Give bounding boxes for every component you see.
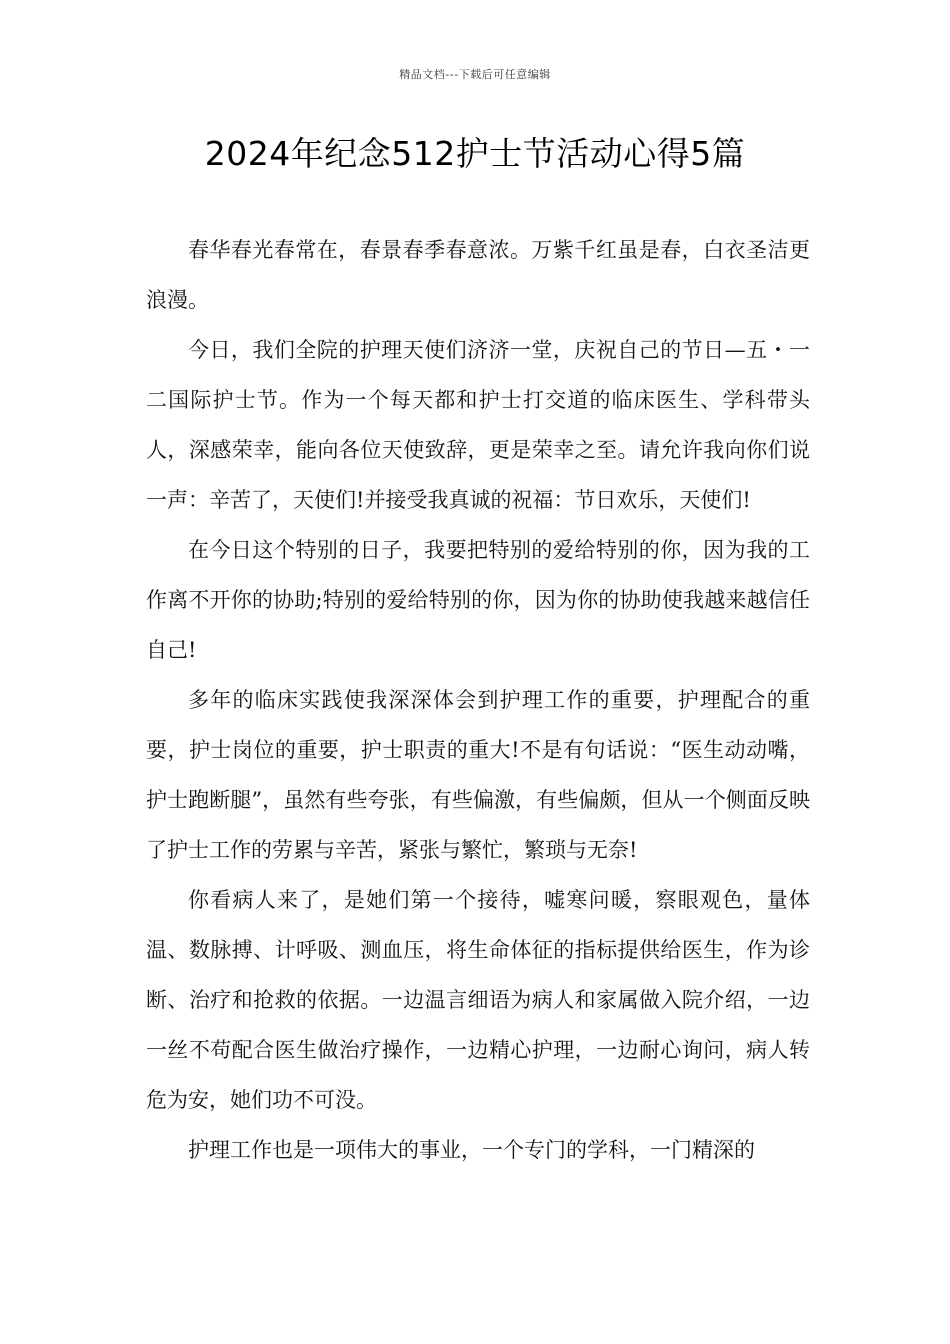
paragraph: 你看病人来了，是她们第一个接待，嘘寒问暖，察眼观色，量体温、数脉搏、计呼吸、测血压，将生命体征的指标提供给医生，作为诊断、治疗和抢救的依据。一边温言细语为病人和家属做入院介绍，一边一丝不苟配合医生做治疗操作，一边精心护理，一边耐心询问，病人转危为安，她们功不可没。 [146, 888, 810, 1112]
document-body [146, 225, 810, 1175]
paragraph: 在今日这个特别的日子，我要把特别的爱给特别的你，因为我的工作离不开你的协助;特别的爱给特别的你，因为你的协助使我越来越信任自己! [146, 538, 810, 662]
header-note: 精品文档---下载后可任意编辑 [399, 68, 551, 81]
paragraph: 今日，我们全院的护理天使们济济一堂，庆祝自己的节日—五・一二国际护士节。作为一个每天都和护士打交道的临床医生、学科带头人，深感荣幸，能向各位天使致辞，更是荣幸之至。请允许我向你们说一声：辛苦了，天使们!并接受我真诚的祝福：节日欢乐，天使们! [146, 338, 810, 512]
document-title: 2024年纪念512护士节活动心得5篇 [204, 134, 746, 173]
paragraph: 多年的临床实践使我深深体会到护理工作的重要，护理配合的重要，护士岗位的重要，护士职责的重大!不是有句话说：“医生动动嘴，护士跑断腿”，虽然有些夸张，有些偏激，有些偏颇，但从一个侧面反映了护士工作的劳累与辛苦，紧张与繁忙，繁琐与无奈! [146, 688, 810, 862]
paragraph: 护理工作也是一项伟大的事业，一个专门的学科，一门精深的 [188, 1138, 755, 1162]
paragraph: 春华春光春常在，春景春季春意浓。万紫千红虽是春，白衣圣洁更浪漫。 [146, 238, 810, 312]
